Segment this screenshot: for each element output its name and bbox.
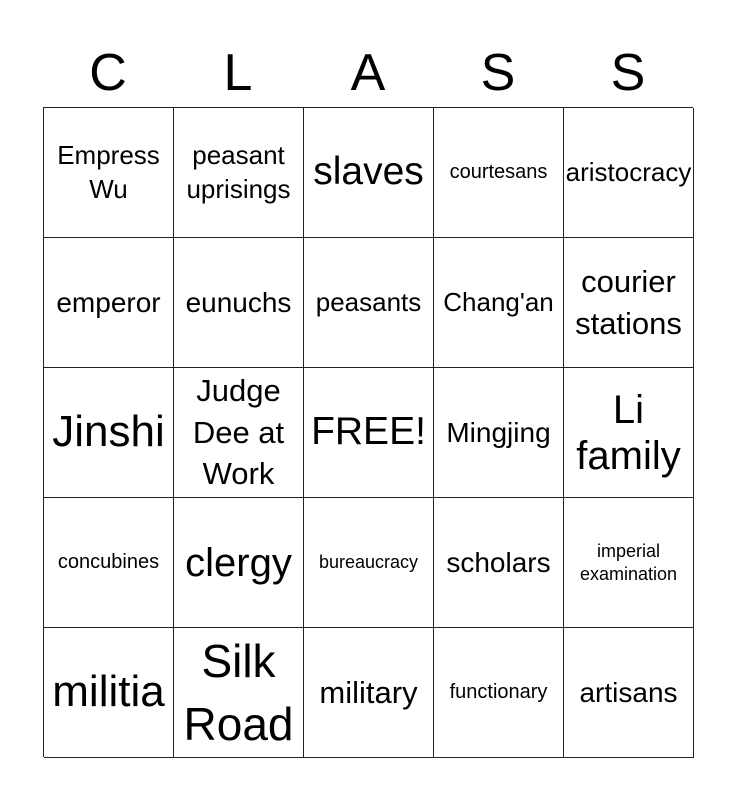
cell-label: scholars: [446, 546, 551, 578]
bingo-grid: [43, 107, 693, 757]
cell-label: Jinshi: [52, 407, 165, 457]
cell-label: imperial examination: [579, 541, 678, 584]
bingo-cell[interactable]: [44, 368, 174, 498]
bingo-cell[interactable]: [304, 498, 434, 628]
cell-label: courier stations: [575, 263, 682, 341]
cell-label: Chang'an: [443, 286, 554, 317]
bingo-cell[interactable]: [564, 628, 694, 758]
bingo-cell[interactable]: [174, 238, 304, 368]
bingo-cell[interactable]: [174, 628, 304, 758]
cell-label: military: [319, 674, 418, 710]
cell-label: courtesans: [449, 161, 548, 183]
bingo-cell[interactable]: [304, 628, 434, 758]
bingo-cell[interactable]: [564, 498, 694, 628]
header-letter-l: L: [223, 44, 253, 102]
bingo-cell[interactable]: [564, 108, 694, 238]
cell-label: Empress Wu: [57, 139, 160, 204]
bingo-cell[interactable]: [174, 498, 304, 628]
bingo-cell[interactable]: [44, 238, 174, 368]
free-space[interactable]: [304, 368, 434, 498]
bingo-cell[interactable]: [44, 498, 174, 628]
header-letter-s: S: [480, 44, 516, 102]
cell-label: eunuchs: [185, 286, 292, 318]
bingo-cell[interactable]: [564, 368, 694, 498]
cell-label: functionary: [449, 681, 548, 703]
cell-label: emperor: [56, 286, 161, 318]
cell-label: concubines: [57, 551, 160, 573]
cell-label: peasant uprisings: [186, 139, 291, 204]
bingo-cell[interactable]: [44, 108, 174, 238]
bingo-cell[interactable]: [304, 108, 434, 238]
bingo-cell[interactable]: [434, 108, 564, 238]
header-letter-s2: S: [610, 44, 646, 102]
header-letter-a: A: [350, 44, 386, 102]
bingo-cell[interactable]: [434, 238, 564, 368]
cell-label: aristocracy: [565, 156, 692, 187]
cell-label: Li family: [576, 387, 681, 478]
cell-label: FREE!: [311, 410, 426, 454]
bingo-cell[interactable]: [304, 238, 434, 368]
bingo-cell[interactable]: [174, 108, 304, 238]
bingo-cell[interactable]: [44, 628, 174, 758]
cell-label: clergy: [185, 540, 292, 585]
cell-label: Silk Road: [183, 635, 294, 750]
bingo-cell[interactable]: [564, 238, 694, 368]
cell-label: peasants: [315, 286, 422, 317]
bingo-header: [43, 40, 693, 106]
cell-label: bureaucracy: [318, 552, 419, 573]
bingo-cell[interactable]: [174, 368, 304, 498]
cell-label: militia: [52, 667, 165, 717]
header-letter-c: C: [89, 44, 127, 102]
cell-label: slaves: [313, 150, 424, 194]
cell-label: artisans: [579, 676, 678, 708]
cell-label: Mingjing: [446, 416, 551, 448]
bingo-cell[interactable]: [434, 368, 564, 498]
bingo-cell[interactable]: [434, 498, 564, 628]
cell-label: Judge Dee at Work: [192, 372, 285, 492]
bingo-cell[interactable]: [434, 628, 564, 758]
